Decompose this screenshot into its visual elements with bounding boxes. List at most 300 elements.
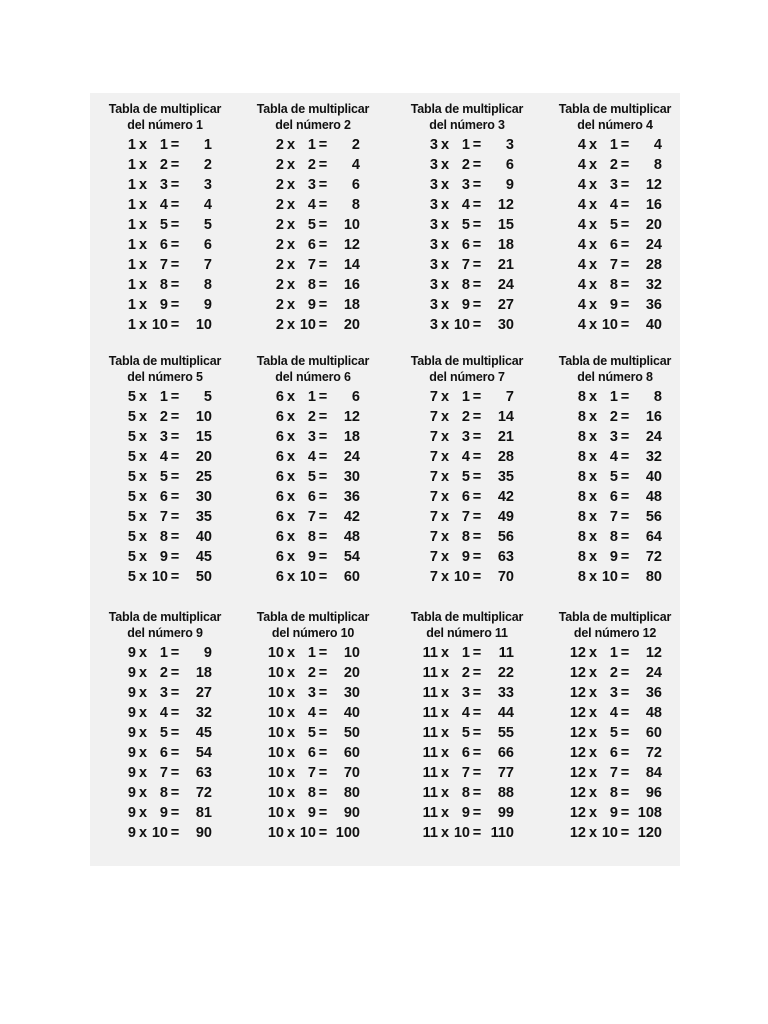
times-sign: x	[440, 237, 450, 253]
times-sign: x	[588, 725, 598, 741]
table-row	[90, 507, 240, 527]
times-sign: x	[588, 277, 598, 293]
table-row	[392, 195, 542, 215]
times-sign: x	[286, 137, 296, 153]
times-sign: x	[138, 705, 148, 721]
equals-sign: =	[170, 177, 180, 193]
equals-sign: =	[170, 529, 180, 545]
multiplier: 1	[461, 389, 470, 405]
table-row	[238, 235, 388, 255]
multiplicand: 3	[429, 177, 438, 193]
product: 90	[195, 825, 212, 841]
equals-sign: =	[472, 665, 482, 681]
table-title-line1: Tabla de multiplicar	[410, 610, 524, 624]
times-sign: x	[440, 665, 450, 681]
equals-sign: =	[472, 805, 482, 821]
multiplication-sheet	[90, 93, 680, 866]
multiplicand: 3	[429, 317, 438, 333]
multiplicand: 1	[127, 237, 136, 253]
multiplier: 9	[159, 297, 168, 313]
multiplicand: 3	[429, 257, 438, 273]
multiplier: 9	[159, 805, 168, 821]
multiplier: 6	[461, 237, 470, 253]
times-sign: x	[440, 509, 450, 525]
multiplier: 2	[159, 157, 168, 173]
multiplier: 7	[159, 765, 168, 781]
multiplicand: 1	[127, 177, 136, 193]
table-row	[392, 407, 542, 427]
times-sign: x	[286, 805, 296, 821]
equals-sign: =	[472, 157, 482, 173]
times-sign: x	[588, 449, 598, 465]
multiplicand: 10	[267, 825, 284, 841]
times-sign: x	[138, 429, 148, 445]
multiplier: 6	[609, 489, 618, 505]
multiplier: 2	[307, 157, 316, 173]
times-sign: x	[588, 157, 598, 173]
table-row	[392, 803, 542, 823]
table-row	[392, 387, 542, 407]
multiplication-table-11	[392, 609, 542, 843]
table-row	[90, 255, 240, 275]
times-sign: x	[588, 825, 598, 841]
table-row	[90, 235, 240, 255]
multiplicand: 9	[127, 825, 136, 841]
multiplicand: 1	[127, 277, 136, 293]
multiplier: 6	[307, 745, 316, 761]
table-row	[90, 783, 240, 803]
table-row	[238, 387, 388, 407]
table-row	[540, 803, 690, 823]
equals-sign: =	[620, 157, 630, 173]
equals-sign: =	[620, 449, 630, 465]
times-sign: x	[286, 297, 296, 313]
multiplicand: 8	[577, 489, 586, 505]
times-sign: x	[440, 197, 450, 213]
multiplier: 3	[307, 685, 316, 701]
equals-sign: =	[620, 529, 630, 545]
times-sign: x	[440, 277, 450, 293]
times-sign: x	[286, 177, 296, 193]
times-sign: x	[138, 197, 148, 213]
product: 35	[497, 469, 514, 485]
table-row	[392, 447, 542, 467]
product: 18	[343, 297, 360, 313]
multiplier: 8	[159, 529, 168, 545]
multiplicand: 3	[429, 197, 438, 213]
product: 84	[645, 765, 662, 781]
product: 10	[343, 645, 360, 661]
multiplier: 5	[609, 725, 618, 741]
equals-sign: =	[318, 469, 328, 485]
multiplier: 4	[461, 449, 470, 465]
equals-sign: =	[318, 217, 328, 233]
multiplication-table-7	[392, 353, 542, 587]
multiplier: 1	[307, 389, 316, 405]
table-row	[540, 547, 690, 567]
multiplicand: 6	[275, 389, 284, 405]
table-row	[238, 783, 388, 803]
product: 24	[645, 665, 662, 681]
product: 4	[351, 157, 360, 173]
equals-sign: =	[318, 745, 328, 761]
multiplicand: 11	[422, 825, 438, 841]
multiplier: 6	[461, 489, 470, 505]
equals-sign: =	[472, 449, 482, 465]
equals-sign: =	[620, 685, 630, 701]
times-sign: x	[138, 217, 148, 233]
multiplicand: 5	[127, 469, 136, 485]
product: 6	[505, 157, 514, 173]
equals-sign: =	[620, 569, 630, 585]
times-sign: x	[588, 745, 598, 761]
product: 20	[645, 217, 662, 233]
multiplicand: 6	[275, 509, 284, 525]
multiplier: 10	[299, 825, 316, 841]
equals-sign: =	[620, 297, 630, 313]
times-sign: x	[588, 177, 598, 193]
times-sign: x	[588, 237, 598, 253]
times-sign: x	[440, 745, 450, 761]
equals-sign: =	[318, 177, 328, 193]
times-sign: x	[138, 665, 148, 681]
product: 14	[497, 409, 514, 425]
equals-sign: =	[620, 645, 630, 661]
multiplicand: 11	[422, 705, 438, 721]
equals-sign: =	[318, 317, 328, 333]
multiplier: 3	[307, 429, 316, 445]
multiplicand: 12	[569, 685, 586, 701]
table-row	[392, 783, 542, 803]
times-sign: x	[138, 685, 148, 701]
multiplicand: 11	[422, 665, 438, 681]
table-row	[238, 763, 388, 783]
multiplier: 9	[609, 805, 618, 821]
multiplier: 1	[307, 645, 316, 661]
multiplicand: 11	[422, 685, 438, 701]
table-row	[90, 547, 240, 567]
product: 18	[343, 429, 360, 445]
multiplier: 5	[461, 725, 470, 741]
multiplier: 1	[461, 645, 470, 661]
multiplicand: 8	[577, 549, 586, 565]
multiplier: 7	[461, 509, 470, 525]
product: 48	[645, 489, 662, 505]
product: 64	[645, 529, 662, 545]
equals-sign: =	[472, 137, 482, 153]
equals-sign: =	[620, 137, 630, 153]
product: 6	[351, 389, 360, 405]
product: 6	[203, 237, 212, 253]
equals-sign: =	[620, 805, 630, 821]
product: 42	[497, 489, 514, 505]
product: 55	[497, 725, 514, 741]
table-row	[540, 507, 690, 527]
multiplicand: 4	[577, 177, 586, 193]
multiplier: 6	[159, 489, 168, 505]
table-row	[238, 643, 388, 663]
table-row	[392, 567, 542, 587]
equals-sign: =	[472, 569, 482, 585]
multiplier: 9	[307, 549, 316, 565]
equals-sign: =	[170, 825, 180, 841]
product: 60	[343, 745, 360, 761]
product: 70	[497, 569, 514, 585]
product: 32	[645, 277, 662, 293]
product: 27	[195, 685, 212, 701]
equals-sign: =	[620, 217, 630, 233]
multiplier: 8	[159, 277, 168, 293]
product: 63	[497, 549, 514, 565]
times-sign: x	[440, 429, 450, 445]
multiplicand: 8	[577, 569, 586, 585]
equals-sign: =	[620, 257, 630, 273]
table-title-line2: del número 10	[271, 626, 355, 640]
product: 40	[195, 529, 212, 545]
multiplicand: 2	[275, 197, 284, 213]
multiplier: 7	[307, 765, 316, 781]
times-sign: x	[588, 137, 598, 153]
product: 3	[203, 177, 212, 193]
times-sign: x	[138, 177, 148, 193]
product: 20	[343, 665, 360, 681]
equals-sign: =	[620, 177, 630, 193]
multiplicand: 5	[127, 429, 136, 445]
multiplication-table-6	[238, 353, 388, 587]
multiplicand: 9	[127, 805, 136, 821]
product: 63	[195, 765, 212, 781]
multiplicand: 3	[429, 217, 438, 233]
product: 108	[637, 805, 662, 821]
table-row	[392, 643, 542, 663]
table-row	[392, 255, 542, 275]
equals-sign: =	[472, 257, 482, 273]
times-sign: x	[286, 237, 296, 253]
product: 72	[645, 745, 662, 761]
multiplier: 9	[307, 297, 316, 313]
product: 45	[195, 725, 212, 741]
equals-sign: =	[472, 549, 482, 565]
table-row	[540, 643, 690, 663]
table-row	[90, 315, 240, 335]
table-title-line2: del número 3	[429, 118, 505, 132]
table-title-line1: Tabla de multiplicar	[256, 102, 370, 116]
multiplier: 5	[609, 469, 618, 485]
table-title-line1: Tabla de multiplicar	[558, 102, 672, 116]
product: 25	[195, 469, 212, 485]
times-sign: x	[138, 257, 148, 273]
table-row	[392, 703, 542, 723]
table-title-line2: del número 2	[275, 118, 351, 132]
multiplier: 6	[159, 237, 168, 253]
equals-sign: =	[170, 257, 180, 273]
product: 1	[203, 137, 212, 153]
product: 16	[645, 409, 662, 425]
table-row	[90, 155, 240, 175]
multiplier: 1	[609, 389, 618, 405]
multiplicand: 12	[569, 825, 586, 841]
equals-sign: =	[472, 745, 482, 761]
table-title-line1: Tabla de multiplicar	[108, 354, 222, 368]
equals-sign: =	[620, 705, 630, 721]
table-row	[238, 447, 388, 467]
table-row	[540, 527, 690, 547]
table-row	[90, 295, 240, 315]
multiplier: 7	[307, 257, 316, 273]
table-row	[540, 407, 690, 427]
multiplier: 2	[159, 665, 168, 681]
multiplier: 6	[307, 237, 316, 253]
equals-sign: =	[170, 277, 180, 293]
equals-sign: =	[318, 509, 328, 525]
product: 10	[195, 409, 212, 425]
product: 9	[203, 297, 212, 313]
product: 45	[195, 549, 212, 565]
times-sign: x	[138, 489, 148, 505]
multiplicand: 1	[127, 317, 136, 333]
table-row	[238, 723, 388, 743]
multiplier: 4	[159, 449, 168, 465]
multiplication-table-9	[90, 609, 240, 843]
multiplier: 8	[609, 529, 618, 545]
multiplier: 10	[151, 569, 168, 585]
table-heading	[238, 353, 388, 385]
times-sign: x	[138, 389, 148, 405]
table-row	[540, 783, 690, 803]
multiplication-table-5	[90, 353, 240, 587]
times-sign: x	[138, 237, 148, 253]
multiplier: 7	[159, 257, 168, 273]
times-sign: x	[138, 745, 148, 761]
equals-sign: =	[170, 569, 180, 585]
times-sign: x	[286, 409, 296, 425]
table-row	[392, 743, 542, 763]
multiplier: 4	[609, 449, 618, 465]
table-heading	[90, 353, 240, 385]
times-sign: x	[138, 805, 148, 821]
multiplier: 10	[151, 317, 168, 333]
product: 40	[645, 317, 662, 333]
multiplicand: 12	[569, 705, 586, 721]
equals-sign: =	[472, 685, 482, 701]
times-sign: x	[138, 725, 148, 741]
multiplier: 8	[609, 785, 618, 801]
equals-sign: =	[472, 177, 482, 193]
table-row	[540, 175, 690, 195]
table-row	[90, 743, 240, 763]
product: 15	[195, 429, 212, 445]
multiplier: 5	[461, 469, 470, 485]
table-heading	[90, 101, 240, 133]
table-title-line2: del número 11	[426, 626, 508, 640]
multiplier: 10	[151, 825, 168, 841]
multiplication-table-1	[90, 101, 240, 335]
equals-sign: =	[472, 765, 482, 781]
times-sign: x	[286, 429, 296, 445]
equals-sign: =	[620, 469, 630, 485]
times-sign: x	[440, 217, 450, 233]
multiplication-table-8	[540, 353, 690, 587]
multiplier: 8	[461, 529, 470, 545]
multiplicand: 2	[275, 237, 284, 253]
multiplicand: 8	[577, 509, 586, 525]
multiplicand: 10	[267, 765, 284, 781]
table-row	[90, 527, 240, 547]
table-heading	[90, 609, 240, 641]
times-sign: x	[440, 569, 450, 585]
table-row	[392, 663, 542, 683]
multiplier: 4	[307, 197, 316, 213]
table-row	[238, 527, 388, 547]
product: 40	[645, 469, 662, 485]
table-title-line1: Tabla de multiplicar	[410, 354, 524, 368]
table-row	[540, 467, 690, 487]
multiplier: 3	[159, 177, 168, 193]
times-sign: x	[588, 685, 598, 701]
times-sign: x	[440, 469, 450, 485]
product: 12	[497, 197, 514, 213]
multiplier: 7	[461, 765, 470, 781]
multiplicand: 10	[267, 805, 284, 821]
multiplier: 2	[461, 409, 470, 425]
product: 30	[497, 317, 514, 333]
product: 24	[497, 277, 514, 293]
multiplicand: 6	[275, 429, 284, 445]
product: 8	[351, 197, 360, 213]
times-sign: x	[440, 389, 450, 405]
equals-sign: =	[620, 665, 630, 681]
multiplier: 2	[307, 665, 316, 681]
table-title-line2: del número 9	[127, 626, 203, 640]
multiplier: 7	[461, 257, 470, 273]
product: 18	[497, 237, 514, 253]
multiplier: 1	[609, 137, 618, 153]
multiplicand: 1	[127, 137, 136, 153]
product: 54	[195, 745, 212, 761]
table-heading	[540, 609, 690, 641]
times-sign: x	[588, 317, 598, 333]
multiplier: 6	[609, 745, 618, 761]
table-title-line2: del número 5	[127, 370, 203, 384]
multiplicand: 2	[275, 317, 284, 333]
times-sign: x	[440, 297, 450, 313]
multiplier: 2	[159, 409, 168, 425]
table-row	[392, 235, 542, 255]
table-row	[90, 275, 240, 295]
multiplier: 3	[461, 429, 470, 445]
table-row	[238, 567, 388, 587]
table-row	[238, 195, 388, 215]
multiplier: 7	[609, 509, 618, 525]
multiplier: 10	[453, 825, 470, 841]
multiplicand: 11	[422, 805, 438, 821]
times-sign: x	[286, 389, 296, 405]
table-row	[392, 487, 542, 507]
multiplicand: 6	[275, 549, 284, 565]
multiplicand: 7	[429, 569, 438, 585]
equals-sign: =	[318, 297, 328, 313]
multiplicand: 9	[127, 705, 136, 721]
equals-sign: =	[318, 277, 328, 293]
times-sign: x	[588, 197, 598, 213]
equals-sign: =	[620, 237, 630, 253]
multiplicand: 12	[569, 785, 586, 801]
equals-sign: =	[318, 257, 328, 273]
table-row	[540, 763, 690, 783]
multiplier: 8	[307, 277, 316, 293]
product: 27	[497, 297, 514, 313]
multiplicand: 4	[577, 217, 586, 233]
